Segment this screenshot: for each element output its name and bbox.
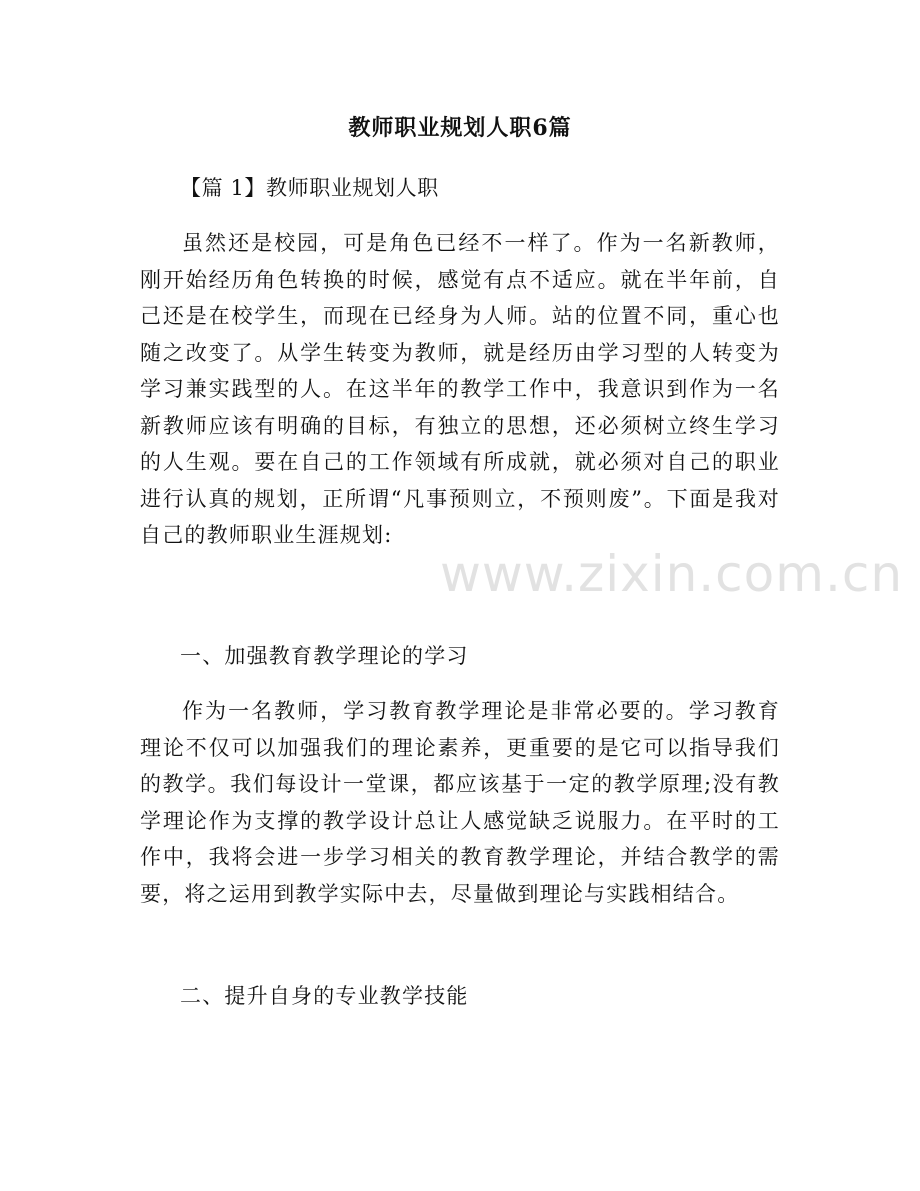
section-heading-skills: 二、提升自身的专业教学技能 [180, 984, 469, 1008]
document-title: 教师职业规划人职6篇 [348, 115, 572, 141]
watermark: www.zixin.com.cn [440, 545, 904, 603]
paragraph-theory: 作为一名教师，学习教育教学理论是非常必要的。学习教育理论不仅可以加强我们的理论素养，更重要的是它可以指导我们的教学。我们每设计一堂课，都应该基于一定的教学原理;没有教学理论作为支撑的教学设计总让人感觉缺乏说服力。在平时的工作中，我将会进一步学习相关的教育教学理论，并结合教学的需要，将之运用到教学实际中去，尽量做到理论与实践相结合。 [140, 699, 780, 906]
paragraph-intro: 虽然还是校园，可是角色已经不一样了。作为一名新教师，刚开始经历角色转换的时候，感觉有点不适应。就在半年前，自己还是在校学生，而现在已经身为人师。站的位置不同，重心也随之改变了。从学生转变为教师，就是经历由学习型的人转变为学习兼实践型的人。在这半年的教学工作中，我意识到作为一名新教师应该有明确的目标，有独立的思想，还必须树立终生学习的人生观。要在自己的工作领域有所成就，就必须对自己的职业进行认真的规划，正所谓“凡事预则立，不预则废”。下面是我对自己的教师职业生涯规划: [140, 231, 780, 547]
section-heading-theory: 一、加强教育教学理论的学习 [180, 644, 469, 668]
chapter-heading: 【篇 1】教师职业规划人职 [180, 176, 439, 200]
